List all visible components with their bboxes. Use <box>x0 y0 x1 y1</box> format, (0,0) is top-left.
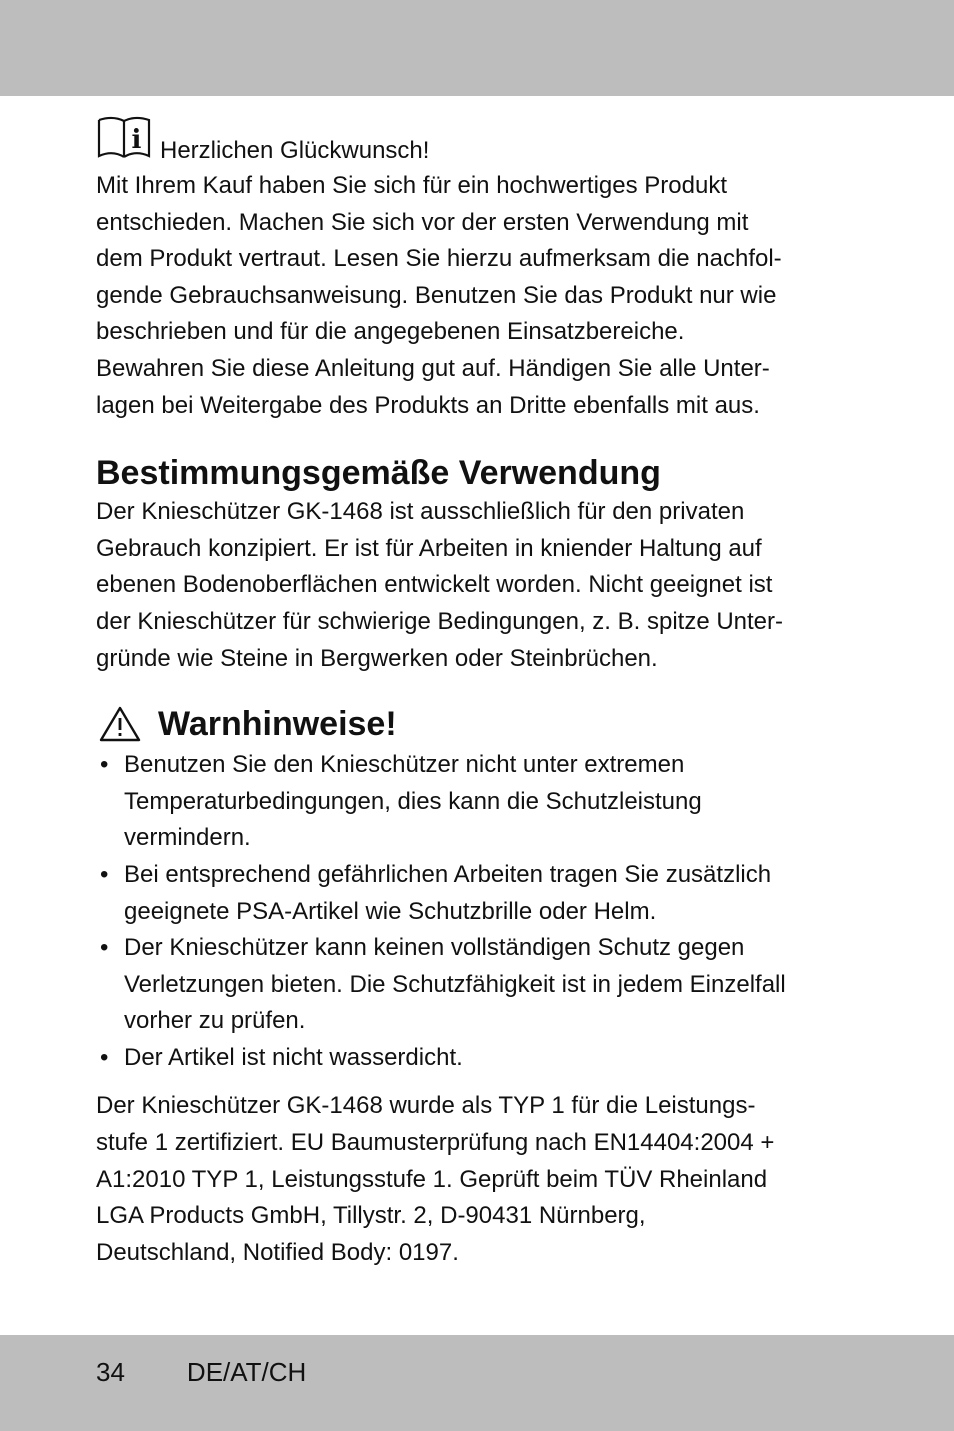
intro-line: entschieden. Machen Sie sich vor der ersten Verwendung mit <box>96 208 749 236</box>
bullet: • <box>100 934 109 962</box>
intended-use-line: gründe wie Steine in Bergwerken oder Steinbrüchen. <box>96 644 658 672</box>
certification-line: LGA Products GmbH, Tillystr. 2, D-90431 Nürnberg, <box>96 1202 646 1230</box>
certification-line: Der Knieschützer GK-1468 wurde als TYP 1 für die Leistungs- <box>96 1092 756 1120</box>
intro-line: Bewahren Sie diese Anleitung gut auf. Händigen Sie alle Unter- <box>96 354 770 382</box>
warnings-heading <box>96 703 896 745</box>
intro-line: lagen bei Weitergabe des Produkts an Dritte ebenfalls mit aus. <box>96 391 760 419</box>
intro-line: gende Gebrauchsanweisung. Benutzen Sie das Produkt nur wie <box>96 281 777 309</box>
list-item <box>96 747 896 857</box>
intended-use-paragraph <box>96 494 896 677</box>
info-book-icon <box>96 116 154 162</box>
certification-line: A1:2010 TYP 1, Leistungsstufe 1. Geprüft beim TÜV Rheinland <box>96 1165 768 1193</box>
list-item-line: Temperaturbedingungen, dies kann die Schutzleistung <box>124 787 702 815</box>
list-item-line: Der Knieschützer kann keinen vollständigen Schutz gegen <box>124 934 745 962</box>
bullet: • <box>100 1043 109 1071</box>
intended-use-line: Gebrauch konzipiert. Er ist für Arbeiten in kniender Haltung auf <box>96 534 762 562</box>
warnings-title: Warnhinweise! <box>158 705 397 744</box>
intended-use-line: ebenen Bodenoberflächen entwickelt worden. Nicht geeignet ist <box>96 571 773 599</box>
list-item-line: vorher zu prüfen. <box>124 1007 306 1035</box>
svg-text:i: i <box>131 125 142 155</box>
list-item <box>96 857 896 930</box>
intended-use-heading: Bestimmungsgemäße Verwendung <box>96 454 661 493</box>
certification-line: stufe 1 zertifiziert. EU Baumusterprüfung nach EN14404:2004 + <box>96 1129 775 1157</box>
list-item-line: vermindern. <box>124 824 251 852</box>
bullet: • <box>100 751 109 779</box>
region-label: DE/AT/CH <box>186 1357 307 1387</box>
list-item-line: Verletzungen bieten. Die Schutzfähigkeit ist in jedem Einzelfall <box>124 970 786 998</box>
intended-use-line: der Knieschützer für schwierige Bedingungen, z. B. spitze Unter- <box>96 607 784 635</box>
list-item-line: Der Artikel ist nicht wasserdicht. <box>124 1043 463 1071</box>
intro-line: dem Produkt vertraut. Lesen Sie hierzu aufmerksam die nachfol- <box>96 245 782 273</box>
certification-paragraph <box>96 1088 896 1271</box>
warnings-list <box>96 747 896 1076</box>
top-gray-band <box>0 0 954 96</box>
intro-line: beschrieben und für die angegebenen Einsatzbereiche. <box>96 318 685 346</box>
intended-use-line: Der Knieschützer GK-1468 ist ausschließlich für den privaten <box>96 498 745 526</box>
list-item-line: Bei entsprechend gefährlichen Arbeiten tragen Sie zusätzlich <box>124 860 772 888</box>
certification-line: Deutschland, Notified Body: 0197. <box>96 1238 459 1266</box>
list-item-line: Benutzen Sie den Knieschützer nicht unter extremen <box>124 751 685 779</box>
intro-paragraph <box>96 168 896 424</box>
intro-line: Mit Ihrem Kauf haben Sie sich für ein hochwertiges Produkt <box>96 172 727 199</box>
list-item-line: geeignete PSA-Artikel wie Schutzbrille oder Helm. <box>124 897 657 925</box>
list-item <box>96 1040 896 1077</box>
page-number: 34 <box>96 1357 125 1387</box>
greeting-text: Herzlichen Glückwunsch! <box>160 137 430 164</box>
bullet: • <box>100 860 109 888</box>
intro-header <box>96 116 896 168</box>
warning-triangle-icon <box>98 705 142 743</box>
page-footer <box>96 1356 306 1388</box>
list-item <box>96 930 896 1040</box>
page-content <box>96 116 896 1271</box>
